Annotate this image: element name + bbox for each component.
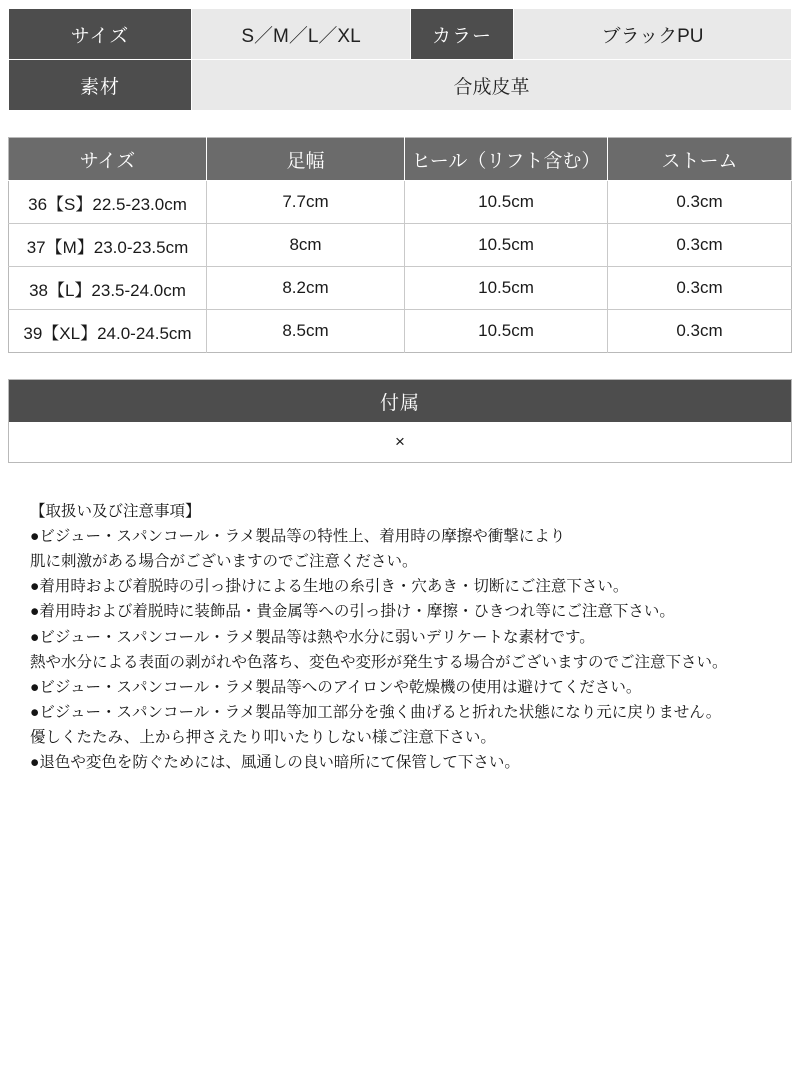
spec-value-size: S／M／L／XL bbox=[192, 9, 411, 60]
note-line: 熱や水分による表面の剥がれや色落ち、変色や変形が発生する場合がございますのでご注意下さい。 bbox=[30, 653, 728, 671]
size-cell: 38【L】23.5-24.0cm bbox=[9, 267, 207, 310]
size-cell: 10.5cm bbox=[405, 267, 608, 310]
attachment-header-row bbox=[9, 380, 792, 423]
size-cell: 10.5cm bbox=[405, 181, 608, 224]
spacer-1 bbox=[8, 111, 792, 137]
note-line: 優しくたたみ、上から押さえたり叩いたりしない様ご注意下さい。 bbox=[30, 728, 496, 746]
size-cell: 8.2cm bbox=[207, 267, 405, 310]
spec-label-size: サイズ bbox=[9, 9, 192, 60]
table-row bbox=[9, 267, 792, 310]
table-row bbox=[9, 310, 792, 353]
size-col-heel: ヒール（リフト含む） bbox=[405, 138, 608, 181]
spec-row-size bbox=[9, 9, 792, 60]
note-line: ●退色や変色を防ぐためには、風通しの良い暗所にて保管して下さい。 bbox=[30, 754, 520, 772]
spec-row-material bbox=[9, 60, 792, 111]
table-row bbox=[9, 181, 792, 224]
size-cell: 0.3cm bbox=[608, 310, 792, 353]
size-cell: 10.5cm bbox=[405, 224, 608, 267]
note-line: ●着用時および着脱時に装飾品・貴金属等への引っ掛け・摩擦・ひきつれ等にご注意下さい。 bbox=[30, 603, 675, 621]
spec-table bbox=[8, 8, 792, 111]
attachment-value: × bbox=[9, 422, 792, 463]
size-cell: 0.3cm bbox=[608, 224, 792, 267]
size-col-size: サイズ bbox=[9, 138, 207, 181]
notes-section bbox=[8, 499, 792, 775]
size-col-storm: ストーム bbox=[608, 138, 792, 181]
size-cell: 0.3cm bbox=[608, 267, 792, 310]
notes-title: 【取扱い及び注意事項】 bbox=[30, 503, 201, 520]
spec-value-material: 合成皮革 bbox=[192, 60, 792, 111]
note-line: ●ビジュー・スパンコール・ラメ製品等の特性上、着用時の摩擦や衝撃により bbox=[30, 528, 566, 546]
spec-label-material: 素材 bbox=[9, 60, 192, 111]
size-table bbox=[8, 137, 792, 353]
table-row bbox=[9, 422, 792, 463]
size-cell: 0.3cm bbox=[608, 181, 792, 224]
size-cell: 39【XL】24.0-24.5cm bbox=[9, 310, 207, 353]
size-table-header-row bbox=[9, 138, 792, 181]
note-line: 肌に刺激がある場合がございますのでご注意ください。 bbox=[30, 553, 418, 571]
size-col-width: 足幅 bbox=[207, 138, 405, 181]
size-cell: 36【S】22.5-23.0cm bbox=[9, 181, 207, 224]
spec-label-color: カラー bbox=[411, 9, 514, 60]
note-line: ●着用時および着脱時の引っ掛けによる生地の糸引き・穴あき・切断にご注意下さい。 bbox=[30, 578, 629, 596]
size-cell: 8.5cm bbox=[207, 310, 405, 353]
table-row bbox=[9, 224, 792, 267]
spacer-2 bbox=[8, 353, 792, 379]
attachment-table bbox=[8, 379, 792, 463]
attachment-header: 付属 bbox=[9, 380, 792, 423]
size-cell: 10.5cm bbox=[405, 310, 608, 353]
spec-value-color: ブラックPU bbox=[514, 9, 792, 60]
note-line: ●ビジュー・スパンコール・ラメ製品等は熱や水分に弱いデリケートな素材です。 bbox=[30, 628, 595, 646]
size-cell: 7.7cm bbox=[207, 181, 405, 224]
note-line: ●ビジュー・スパンコール・ラメ製品等加工部分を強く曲げると折れた状態になり元に戻りません。 bbox=[30, 703, 722, 721]
size-cell: 8cm bbox=[207, 224, 405, 267]
note-line: ●ビジュー・スパンコール・ラメ製品等へのアイロンや乾燥機の使用は避けてください。 bbox=[30, 678, 642, 696]
size-cell: 37【M】23.0-23.5cm bbox=[9, 224, 207, 267]
